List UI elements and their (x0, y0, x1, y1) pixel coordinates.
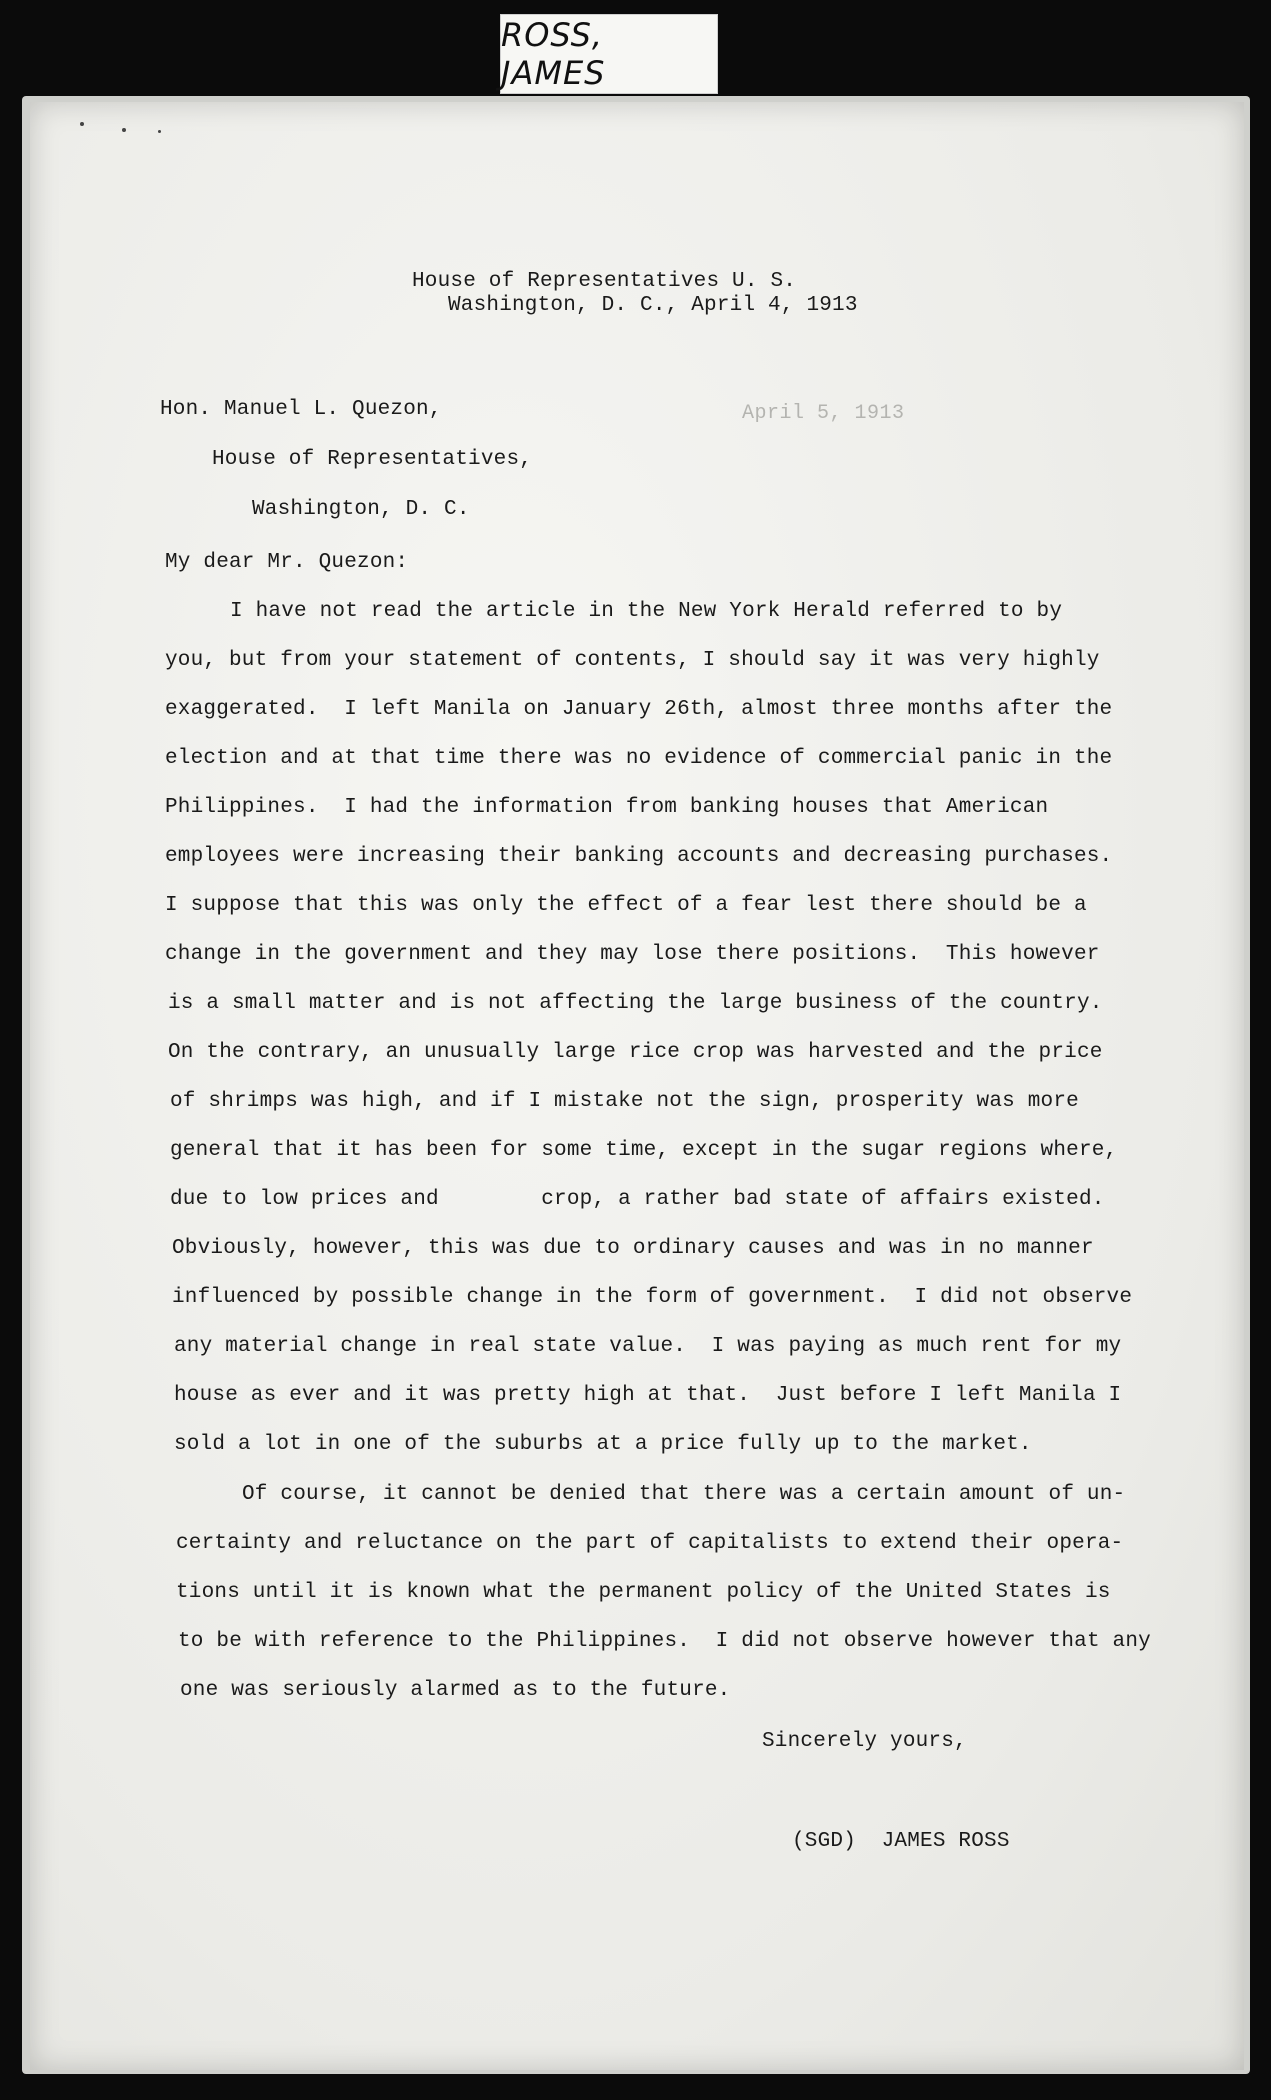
folder-tab-text: ROSS, JAMES (501, 16, 606, 92)
body-line: On the contrary, an unusually large rice crop was harvested and the price (168, 1041, 1103, 1064)
body-line: one was seriously alarmed as to the future. (180, 1679, 731, 1702)
body-line: of shrimps was high, and if I mistake not the sign, prosperity was more (170, 1090, 1079, 1113)
paper-speck (122, 128, 126, 132)
recipient-office: House of Representatives, (212, 448, 533, 471)
body-line: due to low prices and crop, a rather bad state of affairs existed. (170, 1188, 1105, 1211)
body-line: is a small matter and is not affecting the large business of the country. (168, 992, 1103, 1015)
recipient-name: Hon. Manuel L. Quezon, (160, 398, 442, 421)
body-line: election and at that time there was no evidence of commercial panic in the (165, 747, 1113, 770)
body-line: influenced by possible change in the form of government. I did not observe (172, 1286, 1133, 1309)
body-line: certainty and reluctance on the part of capitalists to extend their opera- (176, 1532, 1124, 1555)
body-line: employees were increasing their banking accounts and decreasing purchases. (165, 845, 1113, 868)
letterhead-line-2: Washington, D. C., April 4, 1913 (448, 294, 858, 317)
body-line: Obviously, however, this was due to ordinary causes and was in no manner (172, 1237, 1094, 1260)
letter-page (30, 102, 1244, 2070)
body-line: change in the government and they may lose there positions. This however (165, 943, 1100, 966)
body-line: house as ever and it was pretty high at that. Just before I left Manila I (174, 1384, 1122, 1407)
recipient-city: Washington, D. C. (252, 498, 470, 521)
body-line: you, but from your statement of contents, I should say it was very highly (165, 649, 1100, 672)
body-line: general that it has been for some time, except in the sugar regions where, (170, 1139, 1118, 1162)
letterhead-line-1: House of Representatives U. S. (412, 270, 797, 293)
body-line: sold a lot in one of the suburbs at a price fully up to the market. (174, 1433, 1032, 1456)
folder-tab-label (500, 14, 718, 94)
signature: (SGD) JAMES ROSS (792, 1830, 1010, 1853)
body-line: I have not read the article in the New York Herald referred to by (230, 600, 1063, 623)
closing: Sincerely yours, (762, 1730, 967, 1753)
body-line: any material change in real state value. I was paying as much rent for my (174, 1335, 1122, 1358)
paper-speck (158, 130, 161, 133)
body-line: exaggerated. I left Manila on January 26th, almost three months after the (165, 698, 1113, 721)
paper-speck (80, 122, 84, 126)
body-line: Of course, it cannot be denied that there was a certain amount of un- (242, 1483, 1126, 1506)
body-line: I suppose that this was only the effect of a fear lest there should be a (165, 894, 1087, 917)
received-date-stamp: April 5, 1913 (742, 402, 905, 425)
salutation: My dear Mr. Quezon: (165, 551, 409, 574)
body-line: Philippines. I had the information from banking houses that American (165, 796, 1049, 819)
body-line: to be with reference to the Philippines. I did not observe however that any (178, 1630, 1151, 1653)
body-line: tions until it is known what the permanent policy of the United States is (176, 1581, 1111, 1604)
